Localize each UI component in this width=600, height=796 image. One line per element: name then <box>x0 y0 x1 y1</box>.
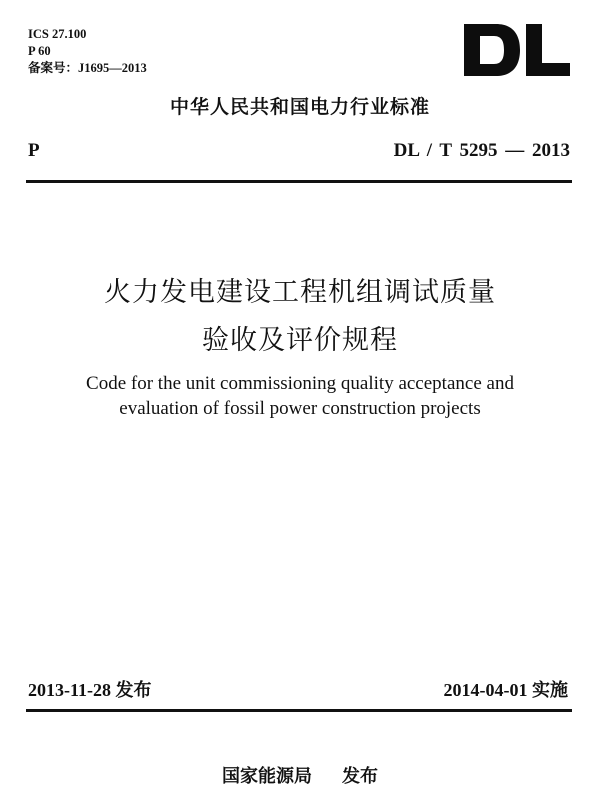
issue-date-row <box>28 676 152 702</box>
classification-letter: P <box>28 140 40 161</box>
effective-date-row <box>444 676 569 702</box>
ics-code: ICS 27.100 <box>28 27 87 41</box>
standard-number: DL / T 5295 — 2013 <box>393 140 570 161</box>
publisher-line <box>0 762 600 788</box>
title-en-line2: evaluation of fossil power construction projects <box>119 398 481 419</box>
filing-number: 备案号：J1695—2013 <box>28 61 147 75</box>
bottom-divider <box>26 709 572 712</box>
publisher-name: 国家能源局 <box>222 766 312 787</box>
title-cn-line2: 验收及评价规程 <box>202 325 398 356</box>
title-en-line1: Code for the unit commissioning quality acceptance and <box>86 373 514 394</box>
standard-category: 中华人民共和国电力行业标准 <box>169 96 430 118</box>
classification-code: P 60 <box>28 44 51 58</box>
effective-date: 2014-04-01 <box>443 680 528 700</box>
metadata-block <box>28 26 147 77</box>
publisher-action: 发布 <box>342 766 378 787</box>
dl-logo <box>462 22 572 78</box>
effective-label: 实施 <box>532 680 568 701</box>
title-cn-line1: 火力发电建设工程机组调试质量 <box>104 277 496 308</box>
top-divider <box>26 180 572 183</box>
issue-label: 发布 <box>115 680 152 701</box>
issue-date: 2013-11-28 <box>28 680 111 700</box>
